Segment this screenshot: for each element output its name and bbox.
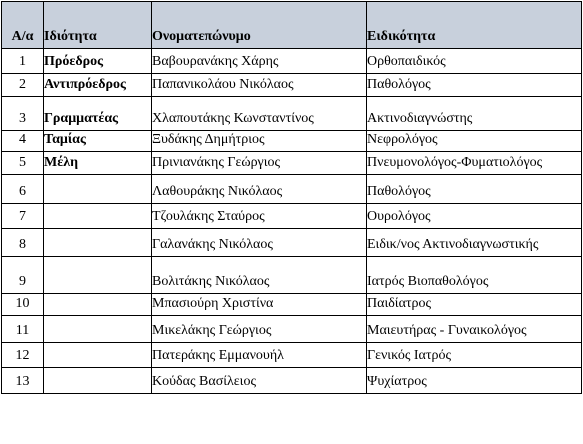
cell-specialty: Παθολόγος xyxy=(367,175,582,204)
cell-specialty: Γενικός Ιατρός xyxy=(367,343,582,368)
cell-specialty: Νεφρολόγος xyxy=(367,131,582,152)
table-row xyxy=(2,152,582,175)
header-serial-number: Α/α xyxy=(2,2,44,49)
cell-role xyxy=(44,204,152,229)
table-row xyxy=(2,229,582,257)
cell-serial-number: 12 xyxy=(2,343,44,368)
cell-specialty: Μαιευτήρας - Γυναικολόγος xyxy=(367,316,582,343)
header-role: Ιδιότητα xyxy=(44,2,152,49)
cell-full-name: Μπασιούρη Χριστίνα xyxy=(152,294,367,316)
cell-full-name: Βαβουρανάκης Χάρης xyxy=(152,49,367,74)
cell-role xyxy=(44,257,152,294)
cell-full-name: Κούδας Βασίλειος xyxy=(152,368,367,394)
cell-specialty: Ακτινοδιαγνώστης xyxy=(367,97,582,131)
cell-full-name: Χλαπουτάκης Κωνσταντίνος xyxy=(152,97,367,131)
cell-role xyxy=(44,175,152,204)
cell-specialty: Ιατρός Βιοπαθολόγος xyxy=(367,257,582,294)
cell-specialty: Ουρολόγος xyxy=(367,204,582,229)
cell-serial-number: 1 xyxy=(2,49,44,74)
cell-full-name: Παπανικολάου Νικόλαος xyxy=(152,74,367,97)
cell-serial-number: 11 xyxy=(2,316,44,343)
table-body xyxy=(2,49,582,394)
board-members-table xyxy=(1,1,582,394)
table-row xyxy=(2,97,582,131)
cell-serial-number: 3 xyxy=(2,97,44,131)
cell-role xyxy=(44,229,152,257)
table-row xyxy=(2,204,582,229)
cell-full-name: Βολιτάκης Νικόλαος xyxy=(152,257,367,294)
cell-role: Μέλη xyxy=(44,152,152,175)
cell-serial-number: 10 xyxy=(2,294,44,316)
table-row xyxy=(2,316,582,343)
cell-role: Γραμματέας xyxy=(44,97,152,131)
cell-specialty: Παιδίατρος xyxy=(367,294,582,316)
cell-serial-number: 5 xyxy=(2,152,44,175)
table-row xyxy=(2,175,582,204)
cell-full-name: Μικελάκης Γεώργιος xyxy=(152,316,367,343)
cell-serial-number: 9 xyxy=(2,257,44,294)
table-row xyxy=(2,131,582,152)
cell-serial-number: 6 xyxy=(2,175,44,204)
cell-specialty: Παθολόγος xyxy=(367,74,582,97)
table-row xyxy=(2,294,582,316)
cell-full-name: Ξυδάκης Δημήτριος xyxy=(152,131,367,152)
table-row xyxy=(2,343,582,368)
cell-role: Αντιπρόεδρος xyxy=(44,74,152,97)
cell-serial-number: 13 xyxy=(2,368,44,394)
cell-full-name: Τζουλάκης Σταύρος xyxy=(152,204,367,229)
header-specialty: Ειδικότητα xyxy=(367,2,582,49)
cell-full-name: Λαθουράκης Νικόλαος xyxy=(152,175,367,204)
cell-serial-number: 7 xyxy=(2,204,44,229)
cell-serial-number: 4 xyxy=(2,131,44,152)
cell-role: Πρόεδρος xyxy=(44,49,152,74)
cell-full-name: Πατεράκης Εμμανουήλ xyxy=(152,343,367,368)
cell-serial-number: 8 xyxy=(2,229,44,257)
cell-role xyxy=(44,294,152,316)
table-row xyxy=(2,74,582,97)
cell-full-name: Γαλανάκης Νικόλαος xyxy=(152,229,367,257)
cell-full-name: Πρινιανάκης Γεώργιος xyxy=(152,152,367,175)
cell-role xyxy=(44,316,152,343)
cell-role xyxy=(44,368,152,394)
table-row xyxy=(2,257,582,294)
cell-role: Ταμίας xyxy=(44,131,152,152)
cell-specialty: Ειδικ/νος Ακτινοδιαγνωστικής xyxy=(367,229,582,257)
cell-specialty: Πνευμονολόγος-Φυματιολόγος xyxy=(367,152,582,175)
cell-specialty: Ψυχίατρος xyxy=(367,368,582,394)
cell-specialty: Ορθοπαιδικός xyxy=(367,49,582,74)
table-header xyxy=(2,2,582,49)
cell-role xyxy=(44,343,152,368)
header-full-name: Ονοματεπώνυμο xyxy=(152,2,367,49)
header-row xyxy=(2,2,582,49)
table-row xyxy=(2,368,582,394)
cell-serial-number: 2 xyxy=(2,74,44,97)
table-row xyxy=(2,49,582,74)
